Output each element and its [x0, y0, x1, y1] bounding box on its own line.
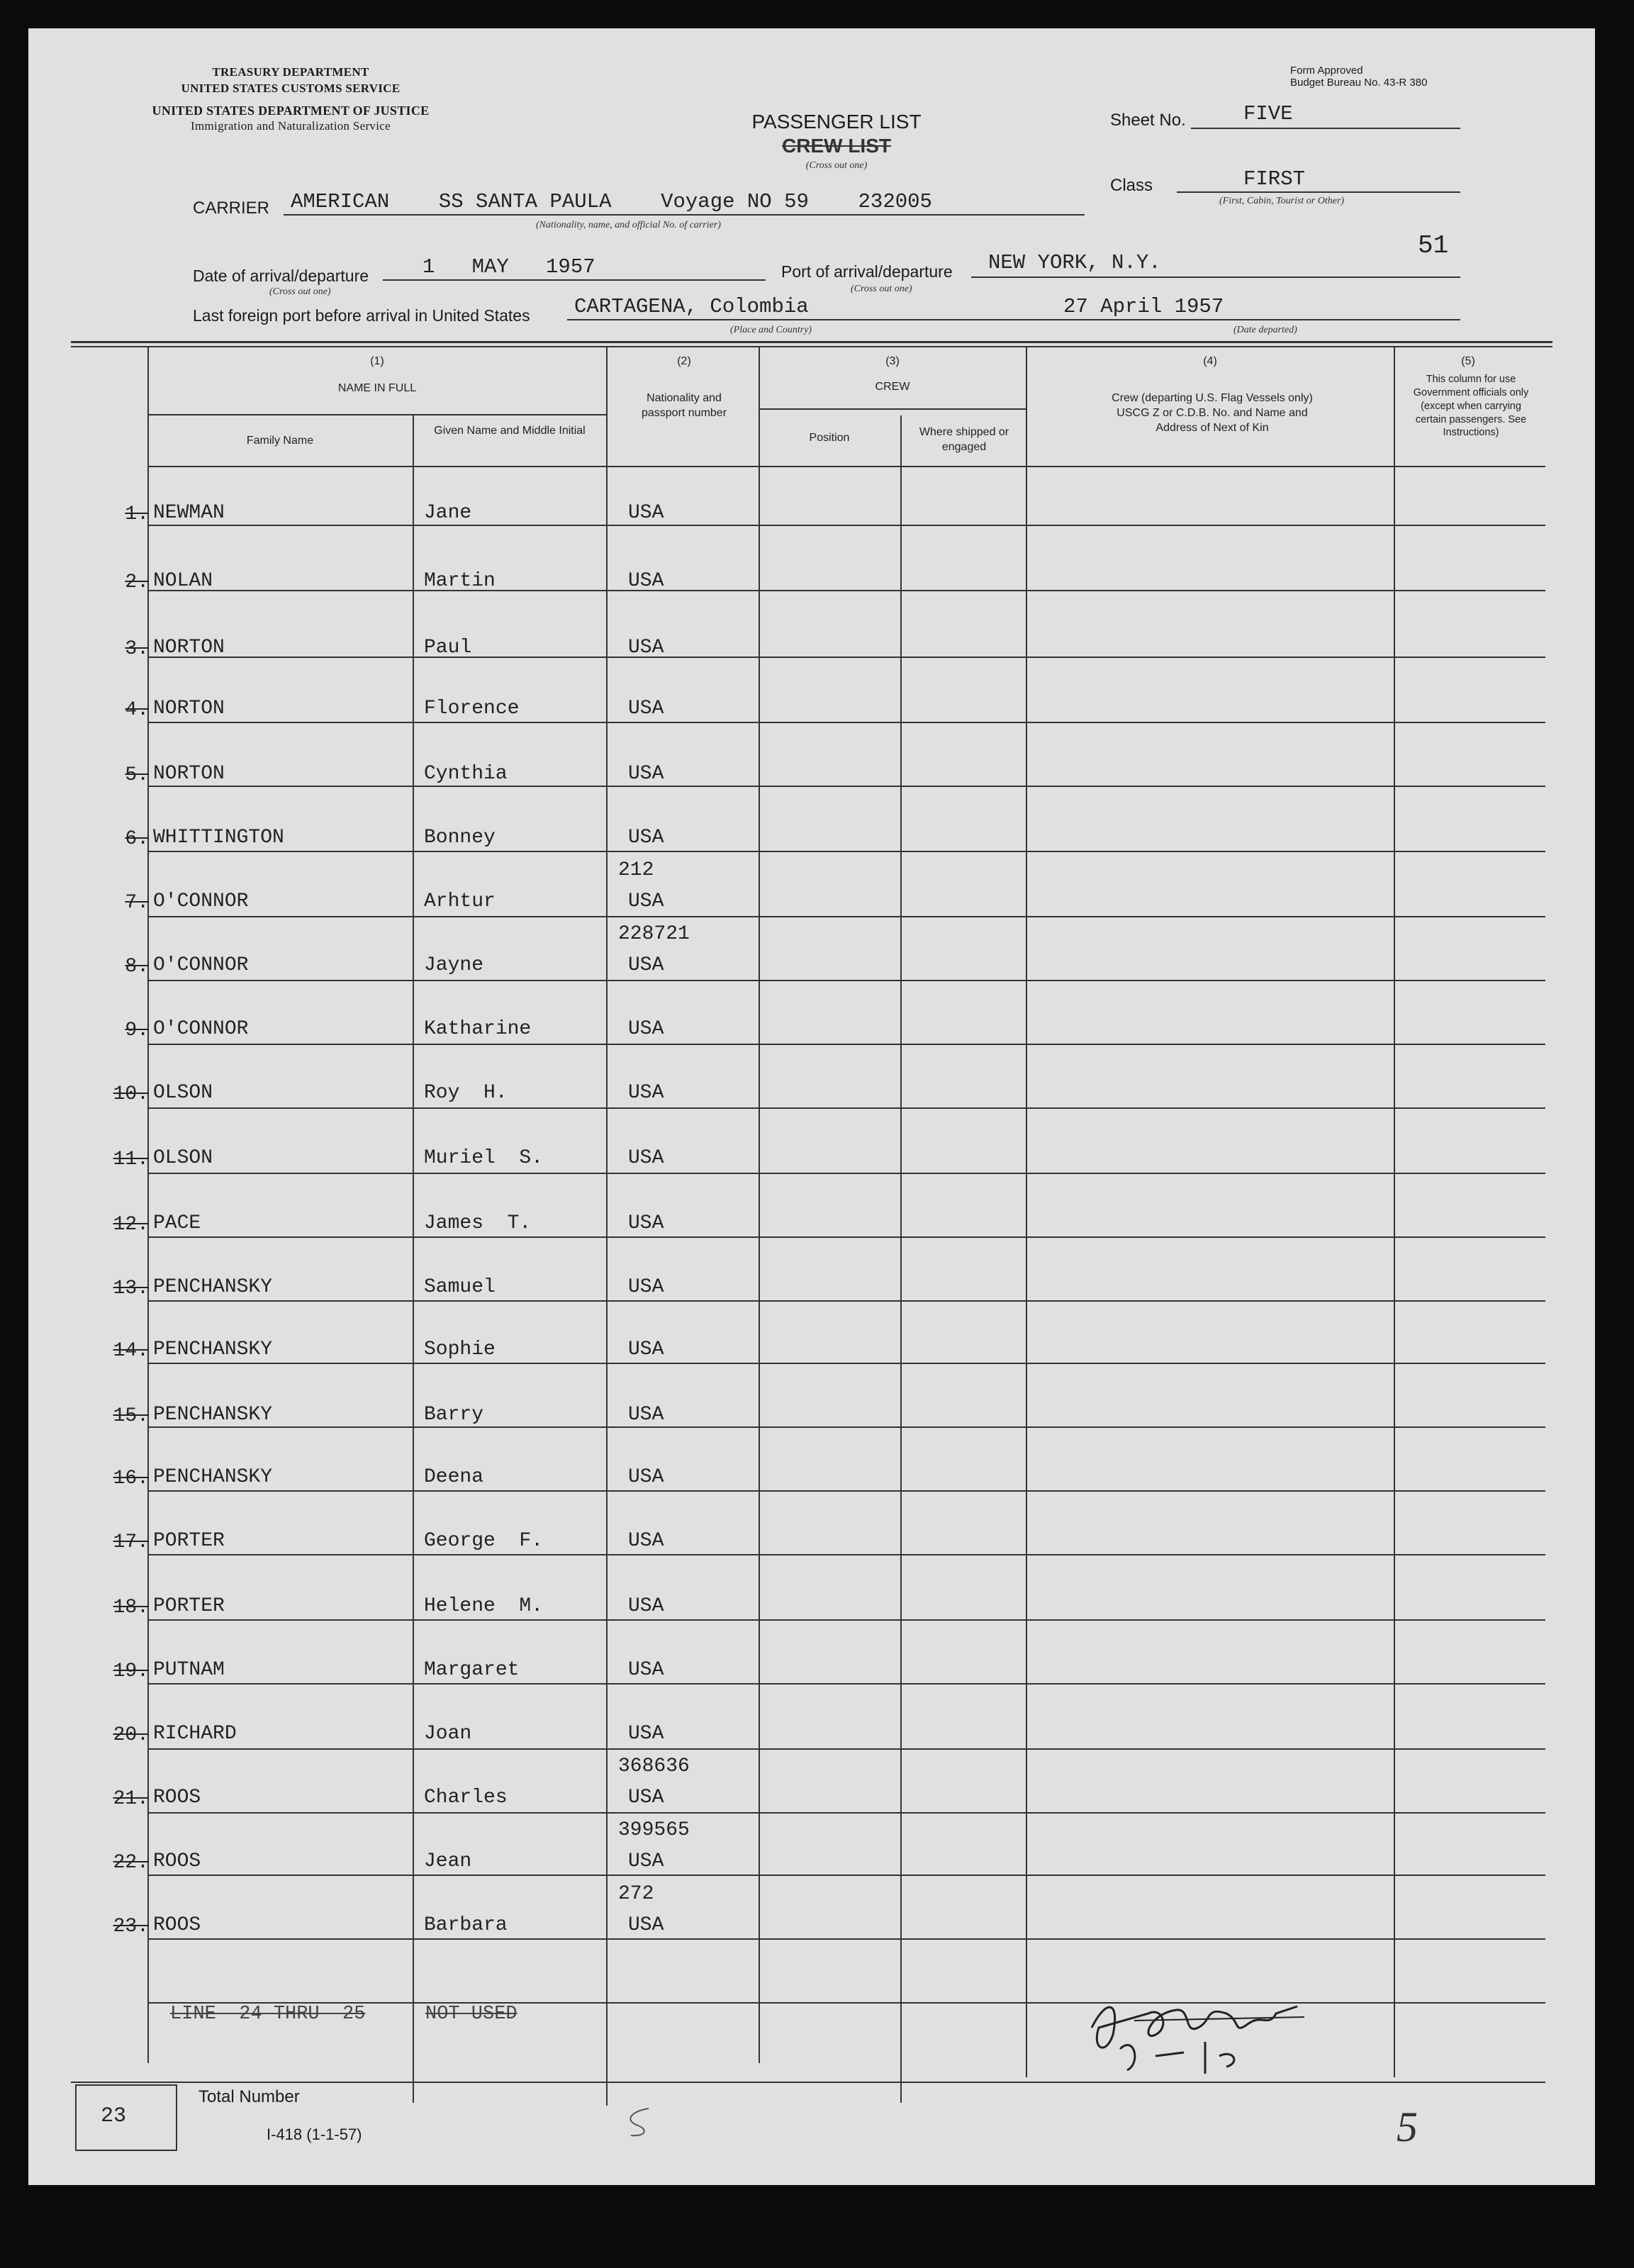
nationality: USA: [628, 502, 664, 524]
row-number: 16.: [113, 1468, 149, 1490]
row-number: 8.: [125, 956, 149, 978]
row-rule: [147, 1875, 1545, 1876]
row-rule: [147, 1938, 1545, 1940]
given-name: Margaret: [424, 1659, 520, 1681]
nationality: USA: [628, 1723, 664, 1745]
family-name: NEWMAN: [153, 502, 225, 524]
row-number: 9.: [125, 1020, 149, 1041]
family-name: NORTON: [153, 637, 225, 659]
col1-title: NAME IN FULL: [337, 382, 417, 394]
form-approved-line-2: Budget Bureau No. 43-R 380: [1290, 76, 1428, 89]
agency-line-2: UNITED STATES CUSTOMS SERVICE: [181, 82, 401, 95]
row-number: 20.: [113, 1724, 149, 1746]
row-rule: [147, 1683, 1545, 1685]
col3-number: (3): [885, 355, 900, 367]
family-name: ROOS: [153, 1914, 201, 1936]
given-name: Jane: [424, 502, 472, 524]
given-name: Bonney: [424, 827, 496, 849]
row-number: 3.: [125, 638, 149, 660]
page-number: 51: [1418, 231, 1449, 260]
nationality: USA: [628, 570, 664, 592]
agency-line-3: UNITED STATES DEPARTMENT OF JUSTICE: [152, 104, 430, 118]
row-rule: [147, 1107, 1545, 1109]
col4-number: (4): [1203, 355, 1217, 367]
nationality: USA: [628, 954, 664, 976]
last-port-label: Last foreign port before arrival in United States: [193, 306, 530, 325]
given-name: Muriel S.: [424, 1147, 544, 1169]
col1-number: (1): [370, 355, 384, 367]
passport-number: 212: [618, 859, 654, 881]
row-rule: [147, 851, 1545, 852]
row-number: 12.: [113, 1214, 149, 1236]
row-number: 22.: [113, 1852, 149, 1874]
row-number: 14.: [113, 1340, 149, 1362]
title-crew-list-crossed: CREW LIST: [782, 135, 891, 157]
given-name: Martin: [424, 570, 496, 592]
row-rule: [147, 1812, 1545, 1814]
last-port-value: CARTAGENA, Colombia: [574, 295, 809, 318]
last-port-date-note: (Date departed): [1233, 325, 1297, 335]
margin-mark: 5: [1397, 2104, 1418, 2150]
sheet-value: FIVE: [1243, 102, 1293, 125]
family-name: PENCHANSKY: [153, 1276, 273, 1298]
title-passenger-list: PASSENGER LIST: [751, 111, 922, 133]
family-name: O'CONNOR: [153, 1018, 249, 1040]
carrier-note: (Nationality, name, and official No. of carrier): [536, 220, 721, 230]
carrier-value: AMERICAN SS SANTA PAULA Voyage NO 59 232005: [291, 190, 932, 213]
family-name: WHITTINGTON: [153, 827, 284, 849]
row-rule: [147, 657, 1545, 658]
row-number: 17.: [113, 1531, 149, 1553]
family-name: PACE: [153, 1212, 201, 1234]
arrival-date-label: Date of arrival/departure: [193, 267, 369, 285]
family-name: O'CONNOR: [153, 890, 249, 912]
given-name: Joan: [424, 1723, 472, 1745]
row-rule: [147, 1236, 1545, 1238]
family-name: PUTNAM: [153, 1659, 225, 1681]
row-number: 21.: [113, 1788, 149, 1810]
family-name: ROOS: [153, 1850, 201, 1872]
nationality: USA: [628, 1276, 664, 1298]
nationality: USA: [628, 890, 664, 912]
nationality: USA: [628, 1018, 664, 1040]
col5-number: (5): [1461, 355, 1475, 367]
row-number: 6.: [125, 828, 149, 850]
row-rule: [147, 1300, 1545, 1302]
passenger-list-form: [28, 28, 1595, 2185]
nationality: USA: [628, 1147, 664, 1169]
family-name: OLSON: [153, 1147, 213, 1169]
total-number-label: Total Number: [198, 2087, 300, 2106]
row-rule: [147, 590, 1545, 591]
not-used-lines: LINE 24 THRU 25: [170, 2004, 366, 2025]
row-rule: [147, 980, 1545, 981]
passport-number: 272: [618, 1883, 654, 1905]
row-number: 23.: [113, 1916, 149, 1938]
row-rule: [147, 1173, 1545, 1174]
nationality: USA: [628, 637, 664, 659]
form-approved-line-1: Form Approved: [1290, 65, 1363, 77]
family-name: PENCHANSKY: [153, 1339, 273, 1361]
family-name: NORTON: [153, 698, 225, 720]
row-rule: [147, 916, 1545, 917]
family-name: NOLAN: [153, 570, 213, 592]
col3b-where-shipped: Where shipped or engaged: [919, 426, 1009, 453]
row-number: 15.: [113, 1405, 149, 1427]
row-number: 13.: [113, 1278, 149, 1300]
nationality: USA: [628, 763, 664, 785]
arrival-date-note: (Cross out one): [269, 286, 331, 297]
carrier-label: CARRIER: [193, 199, 270, 218]
row-number: 10.: [113, 1083, 149, 1105]
given-name: Helene M.: [424, 1595, 544, 1617]
given-name: Sophie: [424, 1339, 496, 1361]
form-approved: [1290, 65, 1427, 89]
passport-number: 368636: [618, 1755, 690, 1777]
given-name: Roy H.: [424, 1082, 508, 1104]
row-number: 18.: [113, 1597, 149, 1619]
row-number: 4.: [125, 699, 149, 721]
agency-line-1: TREASURY DEPARTMENT: [212, 65, 369, 79]
arrival-port-note: (Cross out one): [851, 284, 912, 294]
family-name: PENCHANSKY: [153, 1466, 273, 1488]
nationality: USA: [628, 827, 664, 849]
col3-title: CREW: [875, 381, 910, 393]
given-name: Samuel: [424, 1276, 496, 1298]
col2-title: Nationality and passport number: [641, 392, 727, 419]
last-port-note: (Place and Country): [730, 325, 812, 335]
col1a-family-name: Family Name: [246, 435, 314, 447]
nationality: USA: [628, 1466, 664, 1488]
family-name: ROOS: [153, 1787, 201, 1809]
row-number: 2.: [125, 571, 149, 593]
nationality: USA: [628, 1595, 664, 1617]
nationality: USA: [628, 1212, 664, 1234]
given-name: Katharine: [424, 1018, 532, 1040]
inspector-signature: [1063, 1985, 1347, 2084]
col2-number: (2): [677, 355, 691, 367]
given-name: Barbara: [424, 1914, 508, 1936]
row-rule: [147, 1363, 1545, 1364]
arrival-port-label: Port of arrival/departure: [781, 262, 953, 281]
passport-number: 228721: [618, 923, 690, 945]
given-name: George F.: [424, 1530, 544, 1552]
given-name: Jean: [424, 1850, 472, 1872]
row-number: 7.: [125, 892, 149, 914]
nationality: USA: [628, 1082, 664, 1104]
nationality: USA: [628, 1914, 664, 1936]
not-used-label: NOT USED: [425, 2004, 517, 2025]
arrival-port-value: NEW YORK, N.Y.: [988, 251, 1161, 274]
row-number: 11.: [113, 1149, 149, 1171]
given-name: James T.: [424, 1212, 532, 1234]
given-name: Charles: [424, 1787, 508, 1809]
family-name: OLSON: [153, 1082, 213, 1104]
row-number: 1.: [125, 503, 149, 525]
row-rule: [147, 1554, 1545, 1555]
col4-title: Crew (departing U.S. Flag Vessels only) USCG Z or C.D.B. No. and Name and Address of Next of Kin: [1112, 392, 1313, 434]
col1b-given-name: Given Name and Middle Initial: [434, 425, 586, 437]
row-rule: [147, 1426, 1545, 1428]
row-rule: [147, 1748, 1545, 1750]
class-label: Class: [1110, 176, 1153, 195]
last-port-date: 27 April 1957: [1063, 295, 1224, 318]
family-name: PORTER: [153, 1530, 225, 1552]
row-rule: [147, 1619, 1545, 1621]
row-rule: [147, 1044, 1545, 1045]
nationality: USA: [628, 1339, 664, 1361]
nationality: USA: [628, 698, 664, 720]
given-name: Cynthia: [424, 763, 508, 785]
total-number-box: [75, 2084, 177, 2151]
row-number: 19.: [113, 1660, 149, 1682]
row-rule: [147, 722, 1545, 723]
family-name: PORTER: [153, 1595, 225, 1617]
nationality: USA: [628, 1850, 664, 1872]
given-name: Paul: [424, 637, 472, 659]
class-note: (First, Cabin, Tourist or Other): [1219, 196, 1345, 206]
pencil-mark: [617, 2103, 659, 2138]
family-name: NORTON: [153, 763, 225, 785]
col5-title: This column for use Government officials only (except when carrying certain passengers. See Instructions): [1413, 374, 1529, 439]
agency-line-4: Immigration and Naturalization Service: [191, 119, 391, 133]
given-name: Florence: [424, 698, 520, 720]
given-name: Deena: [424, 1466, 484, 1488]
class-value: FIRST: [1243, 167, 1306, 191]
total-number-value: 23: [101, 2104, 127, 2128]
sheet-label: Sheet No.: [1110, 111, 1186, 130]
row-rule: [147, 1490, 1545, 1492]
title-note: (Cross out one): [805, 160, 868, 171]
given-name: Arhtur: [424, 890, 496, 912]
row-rule: [147, 786, 1545, 787]
nationality: USA: [628, 1530, 664, 1552]
passport-number: 399565: [618, 1819, 690, 1841]
col3a-position: Position: [809, 432, 850, 444]
family-name: RICHARD: [153, 1723, 237, 1745]
nationality: USA: [628, 1659, 664, 1681]
family-name: O'CONNOR: [153, 954, 249, 976]
arrival-date-value: 1 MAY 1957: [423, 255, 595, 279]
family-name: PENCHANSKY: [153, 1404, 273, 1426]
row-number: 5.: [125, 764, 149, 786]
given-name: Jayne: [424, 954, 484, 976]
form-number: I-418 (1-1-57): [267, 2125, 362, 2143]
row-rule: [147, 525, 1545, 526]
nationality: USA: [628, 1787, 664, 1809]
nationality: USA: [628, 1404, 664, 1426]
given-name: Barry: [424, 1404, 484, 1426]
